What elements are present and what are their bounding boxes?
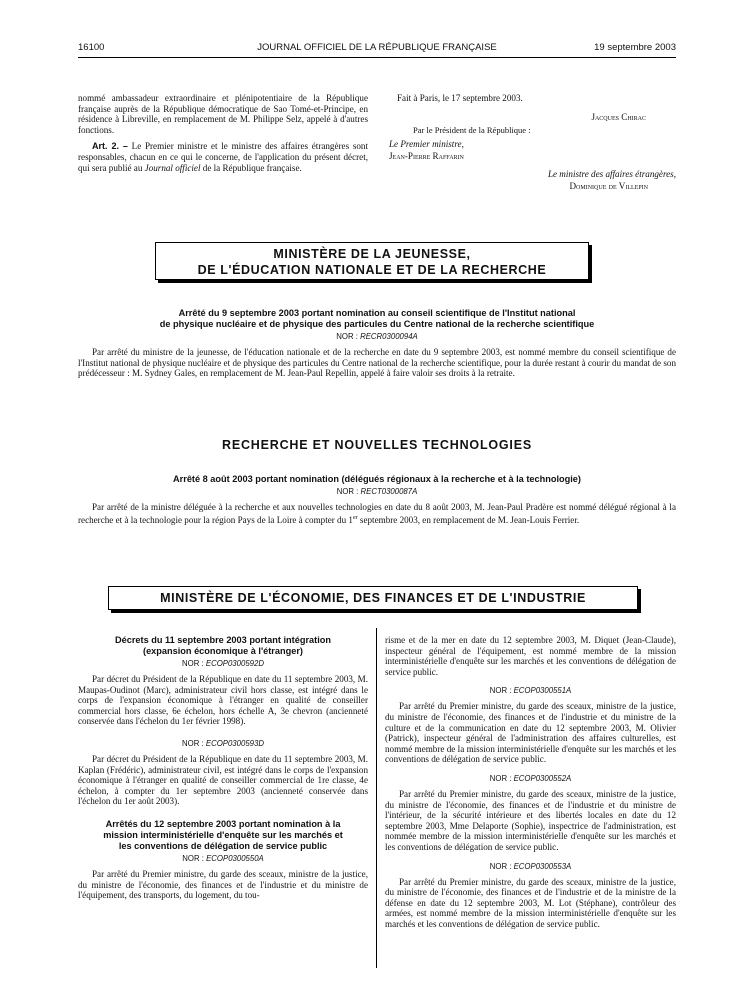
nor-label: NOR : [182, 659, 204, 668]
nor-code: ECOP0300550A [206, 853, 264, 863]
section3-left-column [78, 635, 368, 901]
section2-heading: RECHERCHE ET NOUVELLES TECHNOLOGIES [222, 438, 532, 452]
running-header [78, 42, 676, 56]
pm-name: Jean-Pierre Raffarin [389, 151, 464, 161]
nor-code: ECOP0300593D [205, 738, 264, 748]
nor-code: ECOP0300592D [205, 659, 264, 668]
article-text-end: de la République française. [200, 162, 302, 173]
nor-reference [385, 686, 676, 695]
arretes-title-line1: Arrêtés du 12 septembre 2003 portant nomination à la [105, 818, 341, 829]
nor-label: NOR : [182, 738, 204, 748]
nor-reference [385, 774, 676, 783]
mae-title [548, 169, 676, 180]
mae-title-text: Le ministre des affaires étrangères, [547, 169, 676, 179]
arrete-title-line2: de physique nucléaire et de physique des particules du Centre national de la recherche scientifique [159, 319, 595, 329]
nor-label: NOR : [336, 332, 358, 341]
nor-reference [78, 332, 676, 341]
ministry-box-line2: DE L'ÉDUCATION NATIONALE ET DE LA RECHERCHE [197, 263, 547, 277]
decrets-title-line1: Décrets du 11 septembre 2003 portant intégration [115, 635, 331, 645]
section2-content [78, 474, 676, 525]
article-2-paragraph [78, 141, 368, 173]
arretes-title-line2: mission interministérielle d'enquête sur les marchés et [103, 829, 343, 840]
continuation-paragraph: nommé ambassadeur extraordinaire et plénipotentiaire de la République française auprès de la République démocratique de Sao Tomé-et-Principe, en résidence à Libreville, en remplacement de M. Philippe Selz, appelé à d'autres fonctions. [78, 93, 368, 135]
ministry-box-economie: MINISTÈRE DE L'ÉCONOMIE, DES FINANCES ET DE L'INDUSTRIE [108, 586, 638, 610]
arrete-paragraph-delaporte: Par arrêté du Premier ministre, du garde des sceaux, ministre de la justice, du ministre de l'économie, des finances et de l'industrie et du ministre de l'intérieur, de la sécurité intérieure et des libertés locales en date du 12 septembre 2003, Mme Delaporte (Sophie), inspectrice de l'administration, est nommée membre de la mission interministérielle d'enquête sur les marchés et les conventions de délégation de service public. [385, 788, 676, 852]
signature-block [383, 93, 676, 203]
decret-paragraph-1: Par décret du Président de la République en date du 11 septembre 2003, M. Maupas-Oudinot (Marc), administrateur civil hors classe, est intégré dans le corps de l'expansion économique à l'étranger en qualité de conseiller commercial hors classe, 6e échelon, hors échelle A, 3e chevron (ancienneté conservée dans l'échelon du 1er février 1998). [78, 674, 368, 727]
mae-name: Dominique de Villepin [569, 181, 648, 191]
arrete-continuation: risme et de la mer en date du 12 septembre 2003, M. Diquet (Jean-Claude), inspecteur général de l'équipement, est nommé membre de la mission interministérielle d'enquête sur les marchés et les conventions de délégation de service public. [385, 635, 676, 677]
ministry-box-jeunesse [155, 242, 589, 280]
pm-title [389, 139, 464, 150]
ministry-box-line1: MINISTÈRE DE LA JEUNESSE, [273, 247, 471, 261]
nor-code: RECR0300094A [360, 332, 418, 341]
pm-title-text: Le Premier ministre, [389, 139, 464, 149]
column-divider [376, 628, 377, 968]
section2-body-text-end: septembre 2003, en remplacement de M. Jean-Louis Ferrier. [357, 514, 580, 525]
nor-label: NOR : [336, 487, 359, 496]
page-number: 16100 [78, 42, 105, 53]
nor-label: NOR : [489, 861, 512, 871]
nor-reference [78, 739, 368, 748]
decret-paragraph-2: Par décret du Président de la République en date du 11 septembre 2003, M. Kaplan (Frédéric), administrateur civil, est intégré dans le corps de l'expansion économique à l'étranger en qualité de conseiller commercial de 1re classe, 4e échelon, à compter du 1er septembre 2003 (ancienneté conservée dans l'échelon du 1er août 2003). [78, 753, 368, 807]
nor-label: NOR : [489, 773, 512, 783]
nor-code: RECT0300087A [360, 487, 418, 496]
header-rule [78, 57, 676, 58]
superscript: er [352, 514, 358, 521]
nor-reference [385, 862, 676, 871]
nor-label: NOR : [182, 853, 204, 863]
fait-a-paris: Fait à Paris, le 17 septembre 2003. [397, 93, 523, 103]
arrete-paragraph-lot: Par arrêté du Premier ministre, du garde des sceaux, ministre de la justice, du ministre de l'économie, des finances et de l'industrie et de la ministre de la défense en date du 12 septembre 2003, M. Lot (Stéphane), contrôleur des armées, est nommé membre de la mission interministérielle d'enquête sur les marchés et les conventions de délégation de service public. [385, 876, 676, 929]
arrete-paragraph-olivier: Par arrêté du Premier ministre, du garde des sceaux, ministre de la justice, du ministre de l'économie, des finances et de l'industrie et du ministre de la culture et de la communication en date du 12 septembre 2003, M. Olivier (Patrick), inspecteur général de l'administration des affaires culturelles, est nommé membre de la mission interministérielle d'enquête sur les marchés et les conventions de délégation de service public. [385, 701, 676, 765]
section2-body [78, 502, 676, 525]
par-le-president: Par le Président de la République : [413, 125, 531, 135]
nor-code: ECOP0300551A [513, 686, 572, 696]
section3-right-column [385, 635, 676, 929]
nor-reference [78, 854, 368, 863]
arretes-title-line3: les conventions de délégation de service public [118, 840, 328, 851]
section1-body: Par arrêté du ministre de la jeunesse, de l'éducation nationale et de la recherche en date du 9 septembre 2003, est nommé membre du conseil scientifique de l'Institut national de physique nucléaire et de physique des particules du Centre national de la recherche scientifique, pour la durée restant à courir du mandat de son prédécesseur : M. Sydney Gales, en remplacement de M. Jean-Paul Repellin, appelé à faire valoir ses droits à la retraite. [78, 347, 676, 379]
journal-title: JOURNAL OFFICIEL DE LA RÉPUBLIQUE FRANÇAISE [257, 42, 497, 53]
nor-reference [78, 659, 368, 668]
section2-body-text: Par arrêté de la ministre déléguée à la recherche et aux nouvelles technologies en date du 8 août 2003, M. Jean-Paul Pradère est nommé délégué régional à la recherche et à la technologie pour la région Pays de la Loire à compter du 1 [78, 502, 676, 525]
decrets-title-line2: (expansion économique à l'étranger) [143, 646, 303, 656]
top-left-column [78, 93, 368, 173]
article-text: Le Premier ministre et le ministre des affaires étrangères sont responsables, chacun en ce qui le concerne, de l'application du présent décret, qui sera publié au [78, 141, 368, 173]
arrete-title-line1: Arrêté du 9 septembre 2003 portant nomination au conseil scientifique de l'Institut national [178, 308, 576, 318]
nor-label: NOR : [489, 686, 512, 696]
nor-code: ECOP0300552A [513, 773, 572, 783]
journal-officiel-italic: Journal officiel [144, 162, 201, 173]
nor-code: ECOP0300553A [513, 861, 572, 871]
article-label: Art. 2. – [92, 141, 128, 152]
arrete-paragraph: Par arrêté du Premier ministre, du garde des sceaux, ministre de la justice, du ministre de l'économie, des finances et de l'industrie et du ministre de l'équipement, des transports, du logement, du tou- [78, 868, 368, 901]
section2-title: Arrêté 8 août 2003 portant nomination (délégués régionaux à la recherche et à la technologie) [173, 474, 581, 484]
section1-content [78, 308, 676, 379]
nor-reference [78, 487, 676, 496]
issue-date: 19 septembre 2003 [594, 42, 676, 53]
signatory-name: Jacques Chirac [591, 112, 646, 122]
